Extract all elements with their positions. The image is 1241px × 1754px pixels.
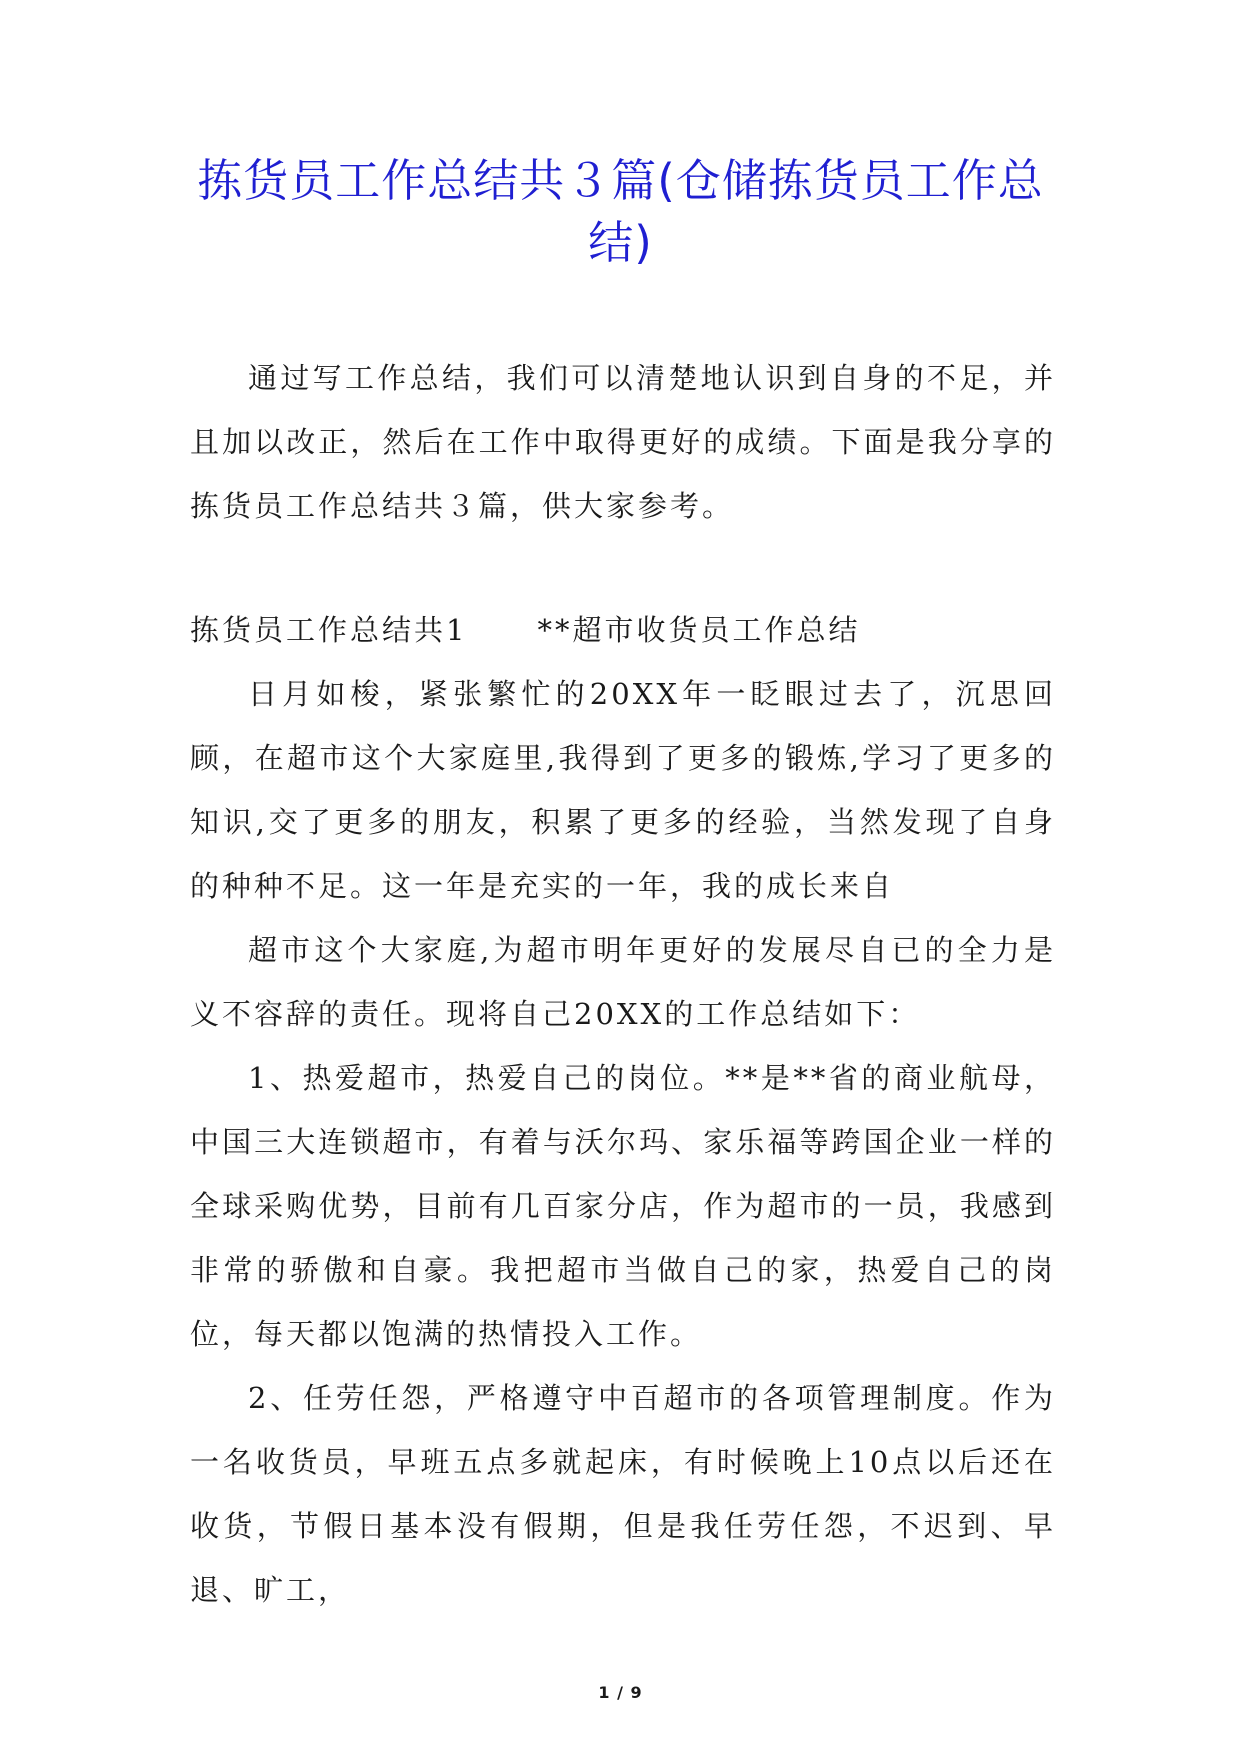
section-subtitle: **超市收货员工作总结	[537, 613, 861, 647]
body-paragraph-4: 2、任劳任怨，严格遵守中百超市的各项管理制度。作为一名收货员，早班五点多就起床，有时候晚上10点以后还在收货，节假日基本没有假期，但是我任劳任怨，不迟到、早退、旷工，	[190, 1381, 1056, 1607]
page-number: 1 / 9	[598, 1683, 643, 1702]
body-paragraph-3: 1、热爱超市，热爱自己的岗位。**是**省的商业航母，中国三大连锁超市，有着与沃尔玛、家乐福等跨国企业一样的全球采购优势，目前有几百家分店，作为超市的一员，我感到非常的骄傲和自豪。我把超市当做自己的家，热爱自己的岗位，每天都以饱满的热情投入工作。	[190, 1061, 1056, 1351]
section-label: 拣货员工作总结共1	[190, 613, 468, 647]
body-paragraph-2: 超市这个大家庭,为超市明年更好的发展尽自已的全力是义不容辞的责任。现将自己20XX的工作总结如下：	[190, 933, 1056, 1031]
title-line-2: 结)	[588, 216, 653, 269]
body-paragraph-1: 日月如梭，紧张繁忙的20XX年一眨眼过去了，沉思回顾，在超市这个大家庭里,我得到了更多的锻炼,学习了更多的知识,交了更多的朋友，积累了更多的经验，当然发现了自身的种种不足。这一年是充实的一年，我的成长来自	[190, 677, 1056, 903]
title-line-1: 拣货员工作总结共３篇(仓储拣货员工作总	[197, 154, 1044, 207]
section-heading	[190, 598, 1056, 662]
document-title	[150, 150, 1091, 274]
document-body	[190, 346, 1056, 1622]
intro-paragraph: 通过写工作总结，我们可以清楚地认识到自身的不足，并且加以改正，然后在工作中取得更好的成绩。下面是我分享的拣货员工作总结共３篇，供大家参考。	[190, 361, 1056, 523]
